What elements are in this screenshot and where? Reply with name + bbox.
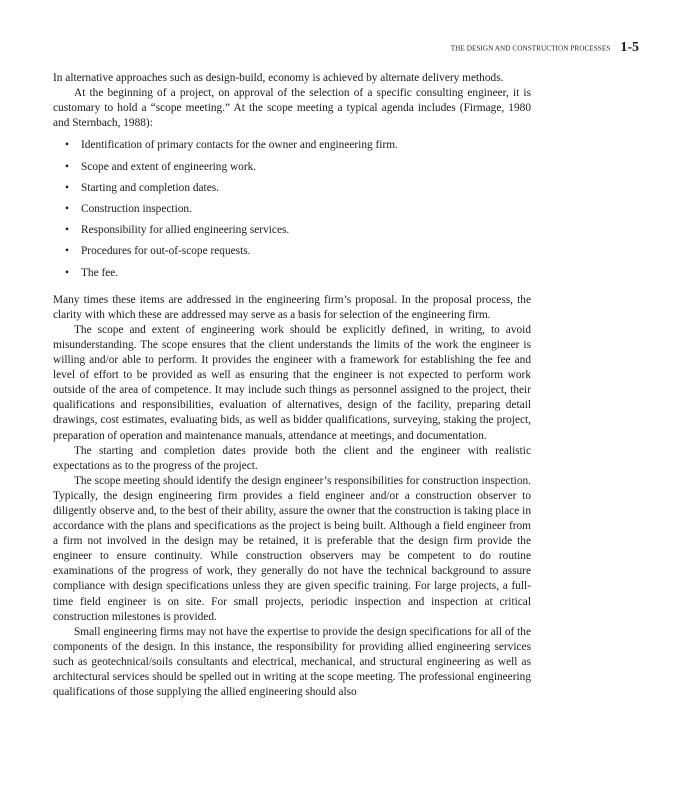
bullet-icon: • (65, 160, 69, 173)
list-item-text: Identification of primary contacts for the owner and engineering firm. (81, 139, 398, 152)
list-item-text: Starting and completion dates. (81, 181, 219, 194)
list-item-text: Construction inspection. (81, 202, 192, 215)
list-item-text: The fee. (81, 266, 119, 279)
paragraph-scope-meeting: At the beginning of a project, on approval of the selection of a specific consulting engineer, it is customary to hold a “scope meeting.” At the scope meeting a typical agenda includes (Firmage, 1980 and Sternbach, 1988): (53, 87, 531, 130)
running-header (52, 39, 639, 57)
paragraph-proposal: Many times these items are addressed in the engineering firm’s proposal. In the proposal process, the clarity with which these are addressed may serve as a basis for selection of the engineering firm. (53, 293, 531, 321)
bullet-icon: • (65, 245, 69, 258)
paragraph-inspection: The scope meeting should identify the design engineer’s responsibilities for construction inspection. Typically, the design engineering firm provides a field engineer and/or a construction observer to diligently observe and, to the best of their ability, assure the owner that the construction is taking place in accordance with the plans and specifications as the project is being built. Although a field engineer from a firm not involved in the design may be retained, it is preferable that the design firm provide the engineer to ensure continuity. While construction observers may be competent to do routine examinations of the progress of work, they generally do not have the technical background to assure compliance with design specifications unless they are given specific training. For large projects, a full-time field engineer is on site. For small projects, periodic inspection and inspection at critical construction milestones is provided. (53, 474, 531, 623)
bullet-icon: • (65, 181, 69, 194)
list-item (53, 138, 531, 159)
list-item (53, 244, 531, 265)
list-item (53, 181, 531, 202)
list-item-text: Scope and extent of engineering work. (81, 160, 257, 173)
list-item-text: Procedures for out-of-scope requests. (81, 245, 251, 258)
paragraph-intro: In alternative approaches such as design-build, economy is achieved by alternate delivery methods. (53, 72, 504, 84)
page-number: 1-5 (620, 40, 639, 56)
list-item (53, 160, 531, 181)
paragraph-dates: The starting and completion dates provide both the client and the engineer with realistic expectations as to the progress of the project. (53, 444, 531, 472)
bullet-icon: • (65, 266, 69, 279)
bullet-icon: • (65, 224, 69, 237)
bullet-icon: • (65, 139, 69, 152)
bullet-icon: • (65, 202, 69, 215)
list-item (53, 202, 531, 223)
agenda-list (53, 138, 531, 286)
list-item-text: Responsibility for allied engineering services. (81, 224, 290, 237)
paragraph-allied-services: Small engineering firms may not have the expertise to provide the design specifications for all of the components of the design. In this instance, the responsibility for providing allied engineering services such as geotechnical/soils consultants and electrical, mechanical, and structural engineering as well as architectural services should be spelled out in writing at the scope meeting. The professional engineering qualifications of those supplying the allied engineering should also (53, 625, 531, 699)
list-item (53, 223, 531, 244)
body-text (53, 71, 531, 700)
running-title: THE DESIGN AND CONSTRUCTION PROCESSES (450, 44, 611, 53)
list-item (53, 266, 531, 287)
paragraph-scope-extent: The scope and extent of engineering work should be explicitly defined, in writing, to avoid misunderstanding. The scope ensures that the client understands the limits of the work the engineer is willing and/or able to perform. It provides the engineer with a framework for establishing the fee and level of effort to be provided as well as ensuring that the engineer is not expected to perform work outside of the area of competence. It may include such things as personnel assigned to the project, their qualifications and responsibilities, evaluation of alternatives, design of the facility, preparing detail drawings, cost estimates, evaluating bids, as well as bidder qualifications, surveying, staking the project, preparation of operation and maintenance manuals, attendance at meetings, and documentation. (53, 323, 531, 442)
